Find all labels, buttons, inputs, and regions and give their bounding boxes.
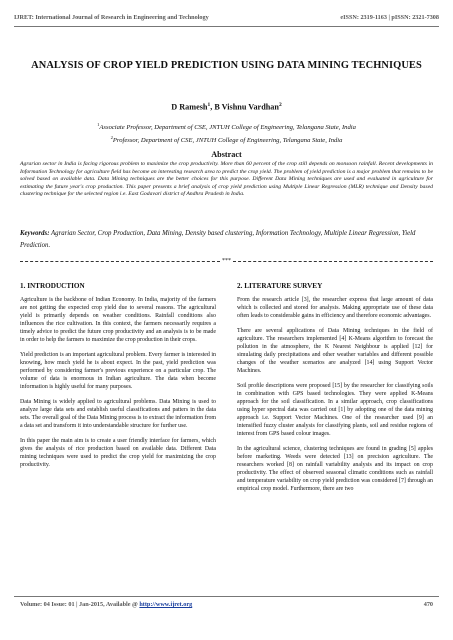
survey-paragraph-4: In the agricultural science, clustering techniques are found in grading [5] apples before marketing. Weeds were detected [13] on precision agriculture. The researchers worked [8] on rainfall variability analysis and its impact on crop productivity. The effect of observed seasonal climatic conditions such as rainfall and temperature variability on crop yield prediction was considered [7] through an empirical crop model. Furthermore, there are two xyxy=(237,446,433,492)
affiliation-2-text: Professor, Department of CSE, JNTUH College of Engineering, Telangana State, India xyxy=(112,136,343,144)
author-1-sup: 1 xyxy=(207,102,211,108)
divider-dash-right xyxy=(233,261,433,262)
footer-volume-text: Volume: 04 Issue: 01 | Jan-2015, Available @ xyxy=(20,601,140,608)
affiliation-1-text: Associate Professor, Department of CSE, JNTUH College of Engineering, Telangana State, India xyxy=(99,124,356,132)
divider-stars: *** xyxy=(222,258,231,264)
running-header xyxy=(14,10,439,24)
issn: eISSN: 2319-1163 | pISSN: 2321-7308 xyxy=(340,13,439,21)
intro-paragraph-4: In this paper the main aim is to create a user friendly interface for farmers, which gives the analysis of rice production based on available data. Different Data mining techniques were used to predict the crop yield for maximizing the crop productivity. xyxy=(20,438,216,468)
page-number: 470 xyxy=(423,601,433,608)
survey-paragraph-3: Soil profile descriptions were proposed [15] by the researcher for classifying soils in combination with GPS based technologies. They were applied K-Means approach for the soil classification. In a similar approach, crop classifications using hyper spectral data was carried out [1] by adopting one of the data mining approach i.e. Support Vector Machines. One of the researcher used [9] an intensified fuzzy cluster analysis for classifying plants, soil and residue regions of interest from GPS based colour images. xyxy=(237,383,433,437)
journal-name: IJRET: International Journal of Research in Engineering and Technology xyxy=(14,13,209,21)
intro-paragraph-3: Data Mining is widely applied to agricultural problems. Data Mining is used to analyze large data sets and establish useful classifications and patters in the data sets. The overall goal of the Data Mining process is to extract the information from a data set and transform it into understandable structure for further use. xyxy=(20,398,216,429)
section-heading-literature-survey: 2. LITERATURE SURVEY xyxy=(237,282,323,290)
left-column xyxy=(20,282,216,477)
affiliation-2-sup: 2 xyxy=(110,134,113,140)
section-divider xyxy=(20,258,433,264)
right-column xyxy=(237,282,433,501)
section-heading-introduction: 1. INTRODUCTION xyxy=(20,282,85,290)
keywords-label: Keywords: xyxy=(20,230,50,237)
footer-rule xyxy=(14,596,439,597)
author-separator: , xyxy=(210,102,215,112)
keywords xyxy=(20,228,433,251)
survey-paragraph-1: From the research article [3], the researcher express that large amount of data which is collected and stored for analysis. Making appropriate use of these data often leads to considerable gains in efficiency and therefore economic advantages. xyxy=(237,297,433,319)
keywords-text: Agrarian Sector, Crop Production, Data Mining, Density based clustering, Information Technology, Multiple Linear Regression, Yield Prediction. xyxy=(20,230,416,249)
page-footer xyxy=(20,601,433,608)
header-rule xyxy=(14,26,439,27)
authors xyxy=(20,102,433,112)
footer-journal-link[interactable]: http://www.ijret.org xyxy=(139,601,193,608)
affiliations xyxy=(20,120,433,145)
affiliation-1-sup: 1 xyxy=(97,122,100,127)
survey-paragraph-2: There are several applications of Data Mining techniques in the field of agriculture. The researchers implemented [4] K-Means algorithm to forecast the pollution in the atmosphere, the K Nearest Neighbour is applied [12] for simulating daily precipitations and other weather variables and different possible changes of the weather scenarios are analyzed [14] using Support Vector Machines. xyxy=(237,328,433,374)
footer-volume xyxy=(20,601,192,608)
author-2-sup: 2 xyxy=(278,102,282,108)
affiliation-1 xyxy=(20,120,433,133)
author-2: B Vishnu Vardhan xyxy=(214,102,279,112)
abstract-text: Agrarian sector in India is facing rigorous problem to maximize the crop productivity. More than 60 percent of the crop still depends on monsoon rainfall. Recent developments in Information Technology for agriculture field has become an interesting research area to predict the crop yield. The problem of yield prediction is a major problem that remains to be solved based on available data. Data Mining techniques are the better choices for this purpose. Different Data Mining techniques are used and evaluated in agriculture for estimating the future year's crop production. This paper presents a brief analysis of crop yield prediction using Multiple Linear Regression (MLR) technique and Density based clustering technique for the selected region i.e. East Godavari district of Andhra Pradesh in India. xyxy=(20,161,433,198)
divider-dash-left xyxy=(20,261,220,262)
intro-paragraph-1: Agriculture is the backbone of Indian Economy. In India, majority of the farmers are not getting the expected crop yield due to several reasons. The agricultural yield is primarily depends on weather conditions. Rainfall conditions also influences the rice cultivation. In this context, the farmers necessarily requires a timely advice to predict the future crop productivity and an analysis is to be made in order to help the farmers to maximize the crop production in their crops. xyxy=(20,297,216,343)
author-1: D Ramesh xyxy=(171,102,208,112)
affiliation-2 xyxy=(20,133,433,146)
intro-paragraph-2: Yield prediction is an important agricultural problem. Every farmer is interested in knowing, how much yield he is about expect. In the past, yield prediction was performed by considering farmer's previous experience on a particular crop. The volume of data is enormous in Indian agriculture. The data when become information is highly useful for many purposes. xyxy=(20,351,216,390)
paper-title: ANALYSIS OF CROP YIELD PREDICTION USING DATA MINING TECHNIQUES xyxy=(31,60,422,71)
abstract-heading: Abstract xyxy=(211,150,242,159)
